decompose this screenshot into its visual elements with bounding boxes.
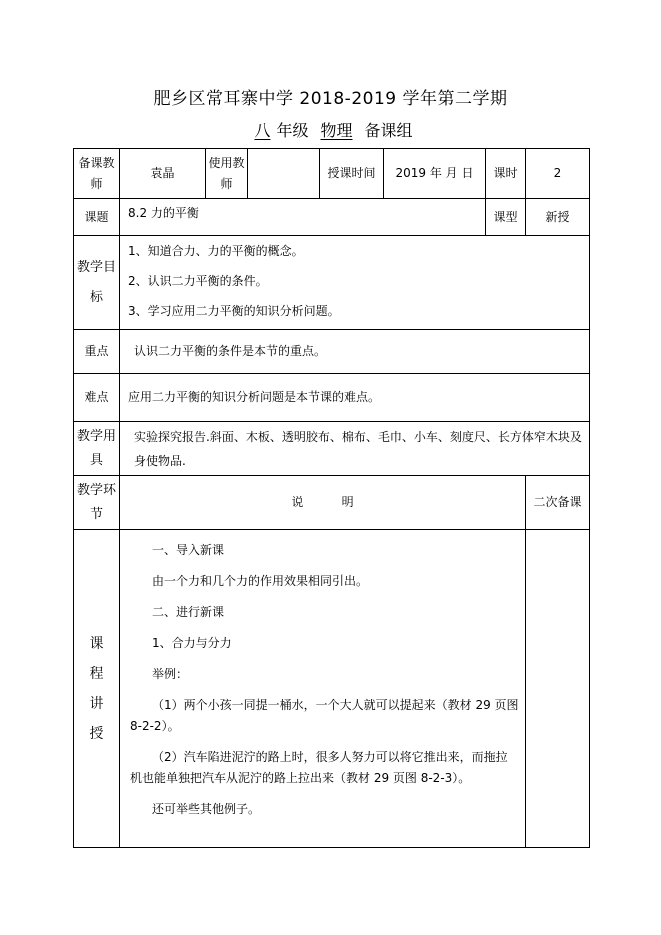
grade-value: 八: [254, 121, 271, 140]
lesson-label-text: 课程讲授: [89, 635, 104, 742]
time-label: 授课时间: [320, 149, 384, 199]
row-key-point: [74, 330, 590, 374]
lesson-label: [74, 530, 120, 848]
lesson-line: 1、合力与分力: [152, 636, 232, 650]
row-difficulty: [74, 374, 590, 422]
key-point-value: 认识二力平衡的条件是本节的重点。: [120, 330, 590, 374]
lesson-line: （1）两个小孩一同提一桶水，一个大人就可以提起来（教材 29 页图 8-2-2）。: [130, 698, 519, 733]
page-title: 肥乡区常耳寨中学 2018-2019 学年第二学期: [153, 89, 508, 109]
row-teacher: [74, 149, 590, 199]
goal-item: 1、知道合力、力的平衡的概念。: [128, 244, 304, 258]
lesson-line: 还可举些其他例子。: [152, 802, 261, 816]
lesson-line: 由一个力和几个力的作用效果相同引出。: [152, 574, 369, 588]
lesson-line: 举例：: [152, 667, 189, 681]
goals-label: 教学目标: [74, 236, 120, 330]
hours-label: 课时: [486, 149, 526, 199]
topic-value: 8.2 力的平衡: [120, 199, 486, 236]
second-prep-header: 二次备课: [526, 476, 590, 530]
type-label: 课型: [486, 199, 526, 236]
topic-label: 课题: [74, 199, 120, 236]
goal-item: 3、学习应用二力平衡的知识分析问题。: [128, 304, 340, 318]
tools-label: 教学用具: [74, 422, 120, 476]
difficulty-label: 难点: [74, 374, 120, 422]
type-value: 新授: [526, 199, 590, 236]
time-value: 2019 年 月 日: [384, 149, 486, 199]
row-tools: [74, 422, 590, 476]
lesson-line: 二、进行新课: [152, 605, 225, 619]
goals-list: [120, 236, 590, 330]
explain-header: 说 明: [120, 476, 526, 530]
lesson-line: 一、导入新课: [152, 543, 225, 557]
row-steps-header: [74, 476, 590, 530]
lesson-line: （2）汽车陷进泥泞的路上时，很多人努力可以将它推出来，而拖拉机也能单独把汽车从泥泞的路上拉出来（教材 29 页图 8-2-3）。: [130, 750, 508, 785]
steps-label: 教学环节: [74, 476, 120, 530]
lesson-content: [120, 530, 526, 848]
subject-value: 物理: [320, 121, 353, 140]
tools-value: 实验探究报告.斜面、木板、透明胶布、棉布、毛巾、小车、刻度尺、长方体窄木块及身使物品.: [120, 422, 590, 476]
page-subtitle: [0, 118, 661, 141]
second-prep-cell: [526, 530, 590, 848]
row-goals: [74, 236, 590, 330]
row-lesson: [74, 530, 590, 848]
hours-value: 2: [526, 149, 590, 199]
lesson-plan-table: [73, 148, 590, 848]
goal-item: 2、认识二力平衡的条件。: [128, 274, 268, 288]
group-suffix: 备课组: [364, 121, 413, 140]
user-label: 使用教师: [206, 149, 248, 199]
row-topic: [74, 199, 590, 236]
grade-suffix: 年级: [276, 121, 309, 140]
teacher-label: 备课教师: [74, 149, 120, 199]
difficulty-value: 应用二力平衡的知识分析问题是本节课的难点。: [120, 374, 590, 422]
teacher-name: 袁晶: [120, 149, 206, 199]
user-value: [248, 149, 320, 199]
key-point-label: 重点: [74, 330, 120, 374]
